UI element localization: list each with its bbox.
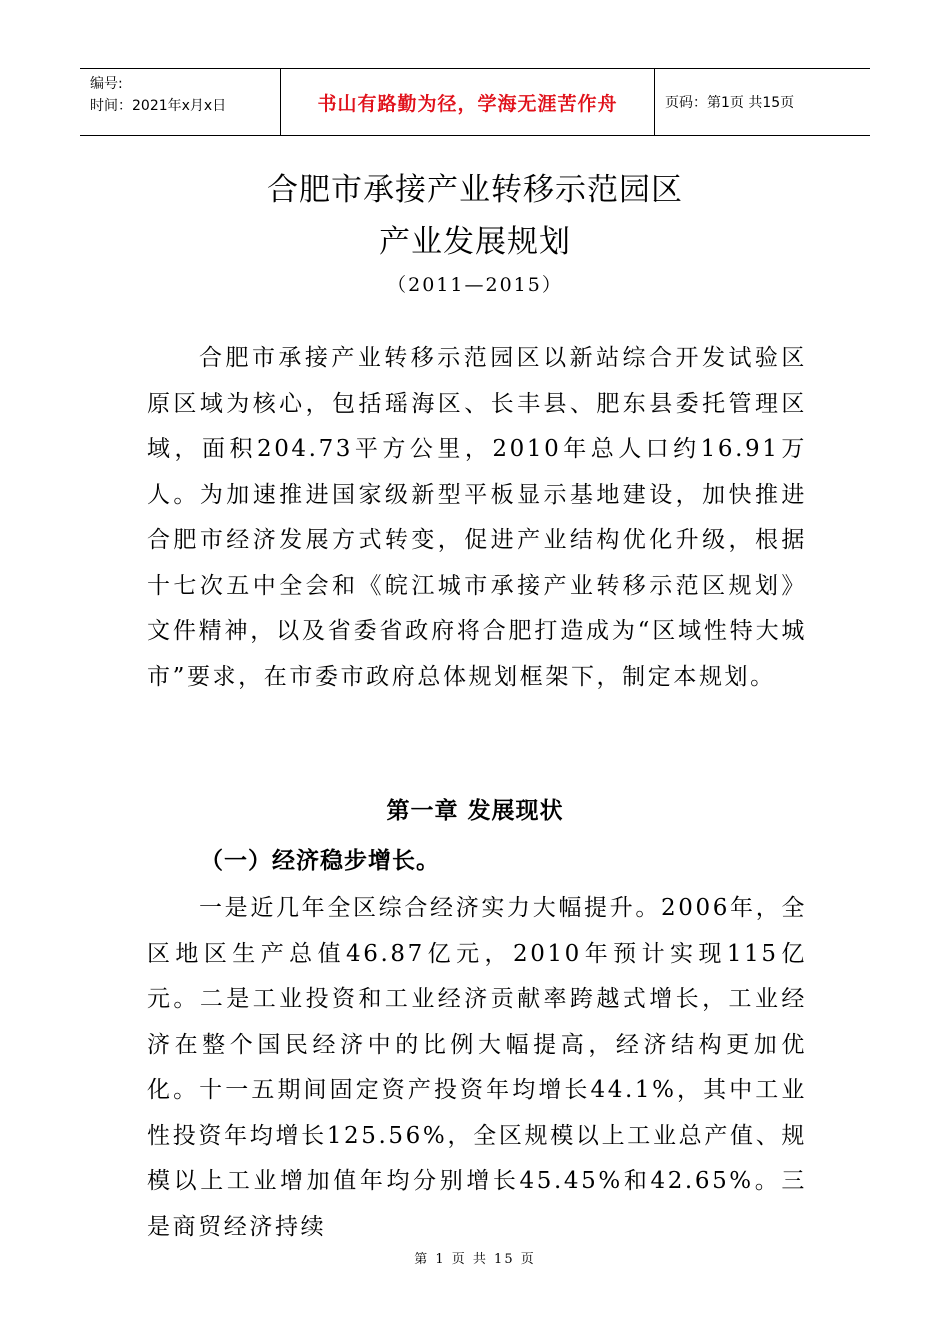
document-period: （2011—2015） <box>387 274 563 296</box>
document-title-line1: 合肥市承接产业转移示范园区 <box>267 172 683 208</box>
chapter-title: 第一章 发展现状 <box>386 798 564 824</box>
document-header <box>80 68 870 136</box>
document-title-line2: 产业发展规划 <box>379 224 571 260</box>
page-info-text: 页码：第1页 共15页 <box>665 95 795 111</box>
header-motto <box>281 69 655 135</box>
section-title: （一）经济稳步增长。 <box>200 848 440 874</box>
motto-text: 书山有路勤为径，学海无涯苦作舟 <box>317 92 618 115</box>
intro-paragraph: 合肥市承接产业转移示范园区以新站综合开发试验区原区域为核心，包括瑶海区、长丰县、肥东县委托管理区域，面积204.73平方公里，2010年总人口约16.91万人。为加速推进国家级新型平板显示基地建设，加快推进合肥市经济发展方式转变，促进产业结构优化升级，根据十七次五中全会和《皖江城市承接产业转移示范区规划》文件精神，以及省委省政府将合肥打造成为“区域性特大城市”要求，在市委市政府总体规划框架下，制定本规划。 <box>147 345 807 690</box>
document-time-label: 时间：2021年x月x日 <box>90 98 227 114</box>
section-paragraph: 一是近几年全区综合经济实力大幅提升。2006年，全区地区生产总值46.87亿元，2010年预计实现115亿元。二是工业投资和工业经济贡献率跨越式增长，工业经济在整个国民经济中的比例大幅提高，经济结构更加优化。十一五期间固定资产投资年均增长44.1%，其中工业性投资年均增长125.56%，全区规模以上工业总产值、规模以上工业增加值年均分别增长45.45%和42.65%。三是商贸经济持续 <box>147 895 807 1240</box>
header-meta <box>80 69 281 135</box>
document-number-label: 编号: <box>90 76 123 92</box>
header-page-info <box>655 69 870 135</box>
page-footer: 第 1 页 共 15 页 <box>414 1252 536 1267</box>
